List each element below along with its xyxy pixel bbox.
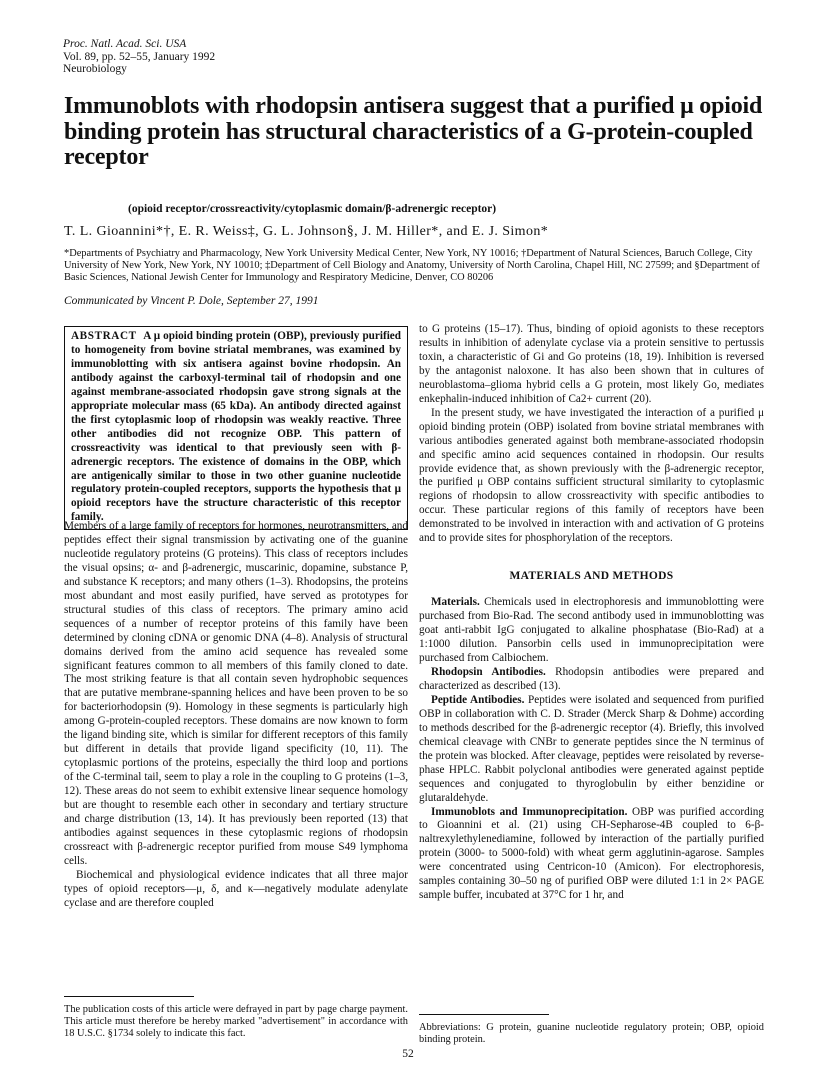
footnote-divider (64, 996, 194, 997)
methods-subhead: Immunoblots and Immunoprecipitation. (431, 805, 628, 818)
communicated-by: Communicated by Vincent P. Dole, September 27, 1991 (64, 295, 319, 307)
page-number: 52 (402, 1048, 414, 1060)
methods-subhead: Materials. (431, 596, 480, 609)
methods-paragraph (419, 806, 764, 904)
methods-text: Rhodopsin antibodies were prepared and characterized as described (13). (419, 665, 764, 692)
intro-paragraph: In the present study, we have investigated the interaction of a purified μ opioid binding protein (OBP) isolated from bovine striatal membranes with various antibodies generated against both membrane-associated rhodopsin and specific amino acid sequences contained in rhodopsin. Our results provide evidence that, as shown previously with the β-adrenergic receptor, the purified μ OBP contains sufficient structural similarity to cytoplasmic regions of rhodopsin to allow crossreactivity with specific antibodies to occur. These particular regions of this family of receptors have been demonstrated to be involved in interaction with and activation of G proteins and to provide sites for phosphorylation of the receptors. (419, 406, 764, 545)
methods-subhead: Peptide Antibodies. (431, 693, 525, 706)
abstract-box (64, 326, 408, 530)
intro-continued: to G proteins (15–17). Thus, binding of opioid agonists to these receptors results in inhibition of adenylate cyclase via a protein sensitive to pertussis toxin, a characteristic of Gi and Go proteins (18, 19). Inhibition is reversed by the antagonist naloxone. It has also been shown that in cultures of neuroblastoma–glioma hybrid cells a G protein, most likely Go, mediates enkephalin-induced inhibition of Ca2+ current (20). (419, 323, 764, 405)
methods-paragraph (419, 694, 764, 806)
publication-cost-footnote: The publication costs of this article were defrayed in part by page charge payment. This article must therefore be hereby marked "advertisement" in accordance with 18 U.S.C. §1734 solely to indicate this fact. (64, 1004, 408, 1039)
methods-paragraph (419, 666, 764, 694)
right-column (419, 323, 764, 903)
journal-header (63, 38, 215, 76)
keywords: (opioid receptor/crossreactivity/cytoplasmic domain/β-adrenergic receptor) (128, 203, 497, 215)
article-title: Immunoblots with rhodopsin antisera suggest that a purified μ opioid binding protein has structural characteristics of a G-protein-coupled receptor (64, 93, 763, 170)
methods-heading: MATERIALS AND METHODS (509, 570, 674, 583)
journal-section: Neurobiology (63, 63, 127, 75)
methods-text: Chemicals used in electrophoresis and immunoblotting were purchased from Bio-Rad. The second antibody used in immunoblotting was goat anti-rabbit IgG conjugated to alkaline phosphatase (Bio-Rad) at a 1:1000 dilution. Pansorbin cells used in immunoprecipitation were purchased from Calbiochem. (419, 596, 764, 665)
authors: T. L. Gioannini*†, E. R. Weiss‡, G. L. Johnson§, J. M. Hiller*, and E. J. Simon* (64, 224, 549, 239)
footnote-divider (419, 1014, 549, 1015)
introduction (64, 520, 408, 911)
journal-volume: Vol. 89, pp. 52–55, January 1992 (63, 50, 216, 63)
journal-name: Proc. Natl. Acad. Sci. USA (63, 38, 187, 50)
methods-subhead: Rhodopsin Antibodies. (431, 665, 546, 678)
methods-text: OBP was purified according to Gioannini et al. (21) using CH-Sepharose-4B coupled to 6-β-naltrexylethylenediamine, followed by interaction of the partially purified protein (3000- to 5000-fold) with wheat germ agglutinin-agarose. Samples were concentrated using Centricon-10 (Amicon). For electrophoresis, samples containing 30–50 ng of purified OBP were diluted 1:1 in 2× PAGE sample buffer, incubated at 37°C for 1 hr, and (419, 805, 764, 902)
intro-paragraph: Biochemical and physiological evidence indicates that all three major types of opioid receptors—μ, δ, and κ—negatively modulate adenylate cyclase and are therefore coupled (64, 868, 408, 909)
abstract-text: A μ opioid binding protein (OBP), previously purified to homogeneity from bovine striatal membranes, was examined by immunoblotting with six antisera against bovine rhodopsin. An antibody against the carboxyl-terminal tail of rhodopsin and one against membrane-associated rhodopsin gave strong signals at the appropriate molecular mass (65 kDa). An antibody directed against the first cytoplasmic loop of rhodopsin was weakly reactive. Three other antibodies did not recognize OBP. This pattern of crossreactivity was identical to that previously seen with β-adrenergic receptors. The existence of domains in the OBP, which are antigenically similar to those in two other guanine nucleotide regulatory protein-coupled receptors, supports the hypothesis that μ opioid receptors have the structure characteristic of this receptor family. (71, 330, 401, 524)
affiliations: *Departments of Psychiatry and Pharmacology, New York University Medical Center, New York, NY 10016; †Department of Natural Sciences, Baruch College, City University of New York, New York, NY 10010; ‡Department of Cell Biology and Anatomy, University of North Carolina, Chapel Hill, NC 27599; and §Department of Basic Sciences, National Jewish Center for Immunology and Respiratory Medicine, Denver, CO 80206 (64, 248, 760, 284)
intro-paragraph: Members of a large family of receptors for hormones, neurotransmitters, and peptides effect their signal transmission by activating one of the guanine nucleotide regulatory proteins (G proteins). This class of receptors includes the visual opsins; α- and β-adrenergic, muscarinic, dopamine, substance P, and substance K receptors; and many others (1–3). Rhodopsins, the proteins most abundant and most easily purified, have served as prototypes for structural studies of this class of receptors. The primary amino acid sequences of a number of receptor proteins of this family have been determined by cloning cDNA or genomic DNA (4–8). Analysis of structural domains derived from the amino acid sequence has revealed some significant features common to all members of this family cloned to date. The most striking feature is that all contain seven hydrophobic sequences that are putative membrane-spanning helices and have been proven to be so for bacteriorhodopsin (9). Homology in these segments is particularly high among G-protein-coupled receptors. These domains are now known to form the ligand binding site, which is similar for different receptors of this family but different in details that provide ligand specificity (10, 11). The cytoplasmic portions of the proteins, especially the third loop and portions of the C-terminal tail, seem to play a role in the coupling to G proteins (1–3, 12). These areas do not seem to exhibit extensive linear sequence homology but are thought to resemble each other in secondary and tertiary structure and charge distribution (13, 14). It has previously been reported (13) that antibodies against sequences in these cytoplasmic regions of rhodopsin crossreact with β-adrenergic receptor purified from mouse S49 lymphoma cells. (64, 520, 408, 867)
methods-text: Peptides were isolated and sequenced from purified OBP in collaboration with C. D. Strader (Merck Sharp & Dohme) according to methods described for the β-adrenergic receptor (4). Briefly, this involved chemical cleavage with CNBr to generate peptides since the N terminus of the protein was blocked. After cleavage, peptides were reisolated by reverse-phase HPLC. Rabbit polyclonal antibodies were generated against peptide sequences and conjugated to thyroglobulin by either benzidine or glutaraldehyde. (419, 693, 765, 804)
abstract-label: ABSTRACT (71, 330, 137, 342)
methods-paragraph (419, 596, 764, 666)
abbreviations-footnote: Abbreviations: G protein, guanine nucleotide regulatory protein; OBP, opioid binding protein. (419, 1022, 764, 1045)
